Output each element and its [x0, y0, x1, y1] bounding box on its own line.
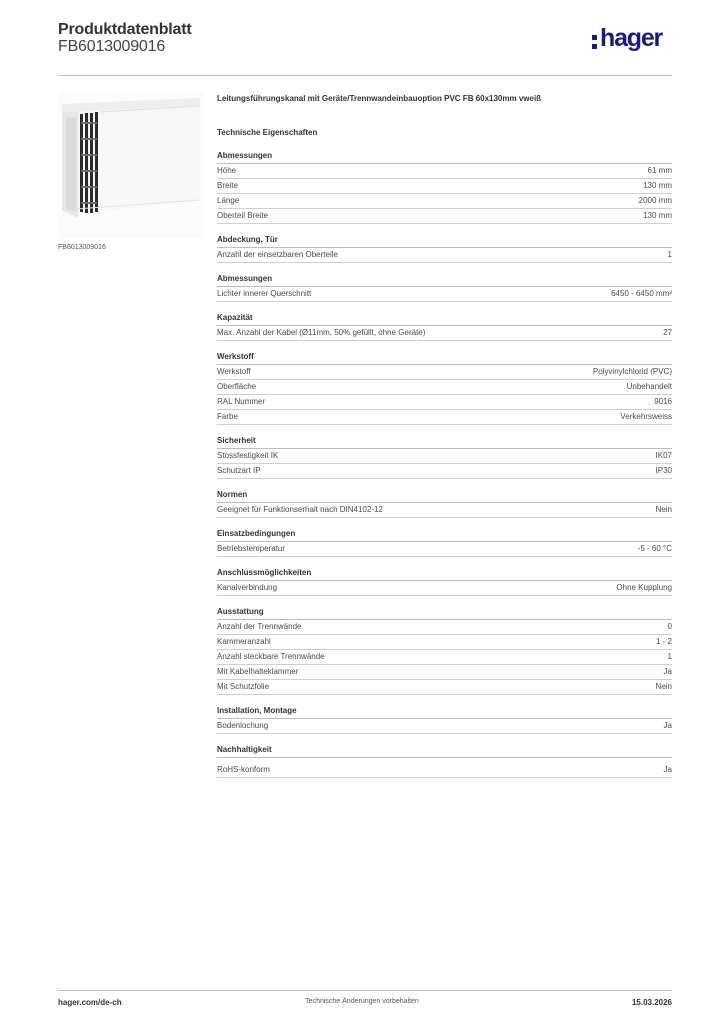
spec-label: Oberteil Breite	[217, 211, 269, 220]
spec-row	[217, 164, 672, 179]
spec-value: 1 - 2	[655, 637, 672, 646]
spec-row	[217, 287, 672, 302]
spec-value: Nein	[655, 682, 672, 691]
spec-row	[217, 581, 672, 596]
spec-value: 27	[663, 328, 672, 337]
spec-label: Höhe	[217, 166, 237, 175]
spec-section	[217, 488, 672, 518]
spec-label: Oberfläche	[217, 382, 257, 391]
spec-row	[217, 650, 672, 665]
spec-section	[217, 311, 672, 341]
footer-date: 15.03.2026	[631, 998, 672, 1007]
spec-label: Kanalverbindung	[217, 583, 278, 592]
header-divider	[58, 75, 672, 76]
spec-value: Verkehrsweiss	[620, 412, 672, 421]
spec-label: RoHS-konform	[217, 765, 270, 774]
spec-label: Mit Schutzfolie	[217, 682, 270, 691]
section-title: Anschlussmöglichkeiten	[217, 566, 672, 581]
section-title: Abmessungen	[217, 272, 672, 287]
image-caption: FB6013009016	[58, 244, 106, 251]
spec-value: 1	[667, 652, 672, 661]
spec-section	[217, 527, 672, 557]
spec-value: Ja	[663, 721, 672, 730]
spec-section	[217, 704, 672, 734]
spec-row	[217, 179, 672, 194]
spec-row	[217, 635, 672, 650]
section-title: Ausstattung	[217, 605, 672, 620]
spec-row	[217, 503, 672, 518]
spec-label: Anzahl der einsetzbaren Oberteile	[217, 250, 338, 259]
spec-row	[217, 395, 672, 410]
spec-value: -5 - 60 °C	[637, 544, 672, 553]
spec-label: Breite	[217, 181, 238, 190]
spec-section	[217, 149, 672, 224]
spec-value: Ja	[663, 765, 672, 774]
article-number: FB6013009016	[58, 38, 166, 55]
product-image	[58, 92, 204, 238]
spec-content	[217, 92, 672, 787]
spec-section	[217, 233, 672, 263]
spec-row	[217, 680, 672, 695]
spec-row	[217, 365, 672, 380]
spec-label: Anzahl der Trennwände	[217, 622, 302, 631]
spec-row	[217, 620, 672, 635]
spec-label: Max. Anzahl der Kabel (Ø11mm, 50% gefüllt, ohne Geräte)	[217, 328, 426, 337]
section-title: Installation, Montage	[217, 704, 672, 719]
section-title: Kapazität	[217, 311, 672, 326]
footer-divider	[58, 990, 672, 991]
section-title: Einsatzbedingungen	[217, 527, 672, 542]
spec-value: 130 mm	[643, 181, 672, 190]
spec-label: Geeignet für Funktionserhalt nach DIN4102-12	[217, 505, 383, 514]
spec-label: Stossfestigkeit IK	[217, 451, 279, 460]
page-title: Produktdatenblatt	[58, 21, 192, 38]
tech-heading: Technische Eigenschaften	[217, 128, 318, 137]
spec-value: Ja	[663, 667, 672, 676]
logo-text: hager	[600, 24, 663, 52]
spec-row	[217, 410, 672, 425]
section-title: Abdeckung, Tür	[217, 233, 672, 248]
logo-dots-icon	[592, 35, 597, 53]
spec-row	[217, 763, 672, 778]
spec-row	[217, 380, 672, 395]
spec-section	[217, 605, 672, 695]
spec-label: Lichter innerer Querschnitt	[217, 289, 312, 298]
spec-row	[217, 248, 672, 263]
section-title: Nachhaltigkeit	[217, 743, 672, 758]
spec-label: Betriebstemperatur	[217, 544, 286, 553]
product-title: Leitungsführungskanal mit Geräte/Trennwandeinbauoption PVC FB 60x130mm vweiß	[217, 94, 542, 103]
spec-row	[217, 194, 672, 209]
spec-value: IP30	[655, 466, 672, 475]
spec-row	[217, 464, 672, 479]
spec-label: Bodenlochung	[217, 721, 269, 730]
spec-row	[217, 449, 672, 464]
spec-row	[217, 542, 672, 557]
spec-label: Anzahl steckbare Trennwände	[217, 652, 325, 661]
spec-label: RAL Nummer	[217, 397, 266, 406]
spec-value: 1	[667, 250, 672, 259]
spec-label: Farbe	[217, 412, 238, 421]
spec-row	[217, 665, 672, 680]
spec-row	[217, 326, 672, 341]
footer-url[interactable]: hager.com/de-ch	[58, 998, 122, 1007]
section-title: Sicherheit	[217, 434, 672, 449]
spec-value: 0	[667, 622, 672, 631]
spec-label: Schutzart IP	[217, 466, 261, 475]
cable-duct-image	[58, 92, 204, 238]
spec-value: Ohne Kupplung	[616, 583, 672, 592]
footer-note: Technische Änderungen vorbehalten	[305, 998, 419, 1005]
spec-section	[217, 350, 672, 425]
spec-section	[217, 434, 672, 479]
spec-value: Unbehandelt	[626, 382, 672, 391]
spec-value: Polyvinylchlorid (PVC)	[592, 367, 672, 376]
spec-value: 130 mm	[643, 211, 672, 220]
spec-section	[217, 272, 672, 302]
spec-sections	[217, 149, 672, 778]
spec-value: IK07	[655, 451, 672, 460]
spec-row	[217, 209, 672, 224]
spec-section	[217, 566, 672, 596]
spec-value: 2000 mm	[638, 196, 672, 205]
spec-value: 6450 - 6450 mm²	[611, 289, 672, 298]
spec-row	[217, 719, 672, 734]
section-title: Normen	[217, 488, 672, 503]
hager-logo	[592, 26, 674, 56]
spec-value: 61 mm	[647, 166, 672, 175]
spec-label: Werkstoff	[217, 367, 251, 376]
spec-value: 9016	[654, 397, 672, 406]
spec-value: Nein	[655, 505, 672, 514]
section-title: Abmessungen	[217, 149, 672, 164]
spec-section	[217, 743, 672, 778]
spec-label: Mit Kabelhalteklammer	[217, 667, 299, 676]
section-title: Werkstoff	[217, 350, 672, 365]
spec-label: Länge	[217, 196, 240, 205]
spec-label: Kammeranzahl	[217, 637, 271, 646]
